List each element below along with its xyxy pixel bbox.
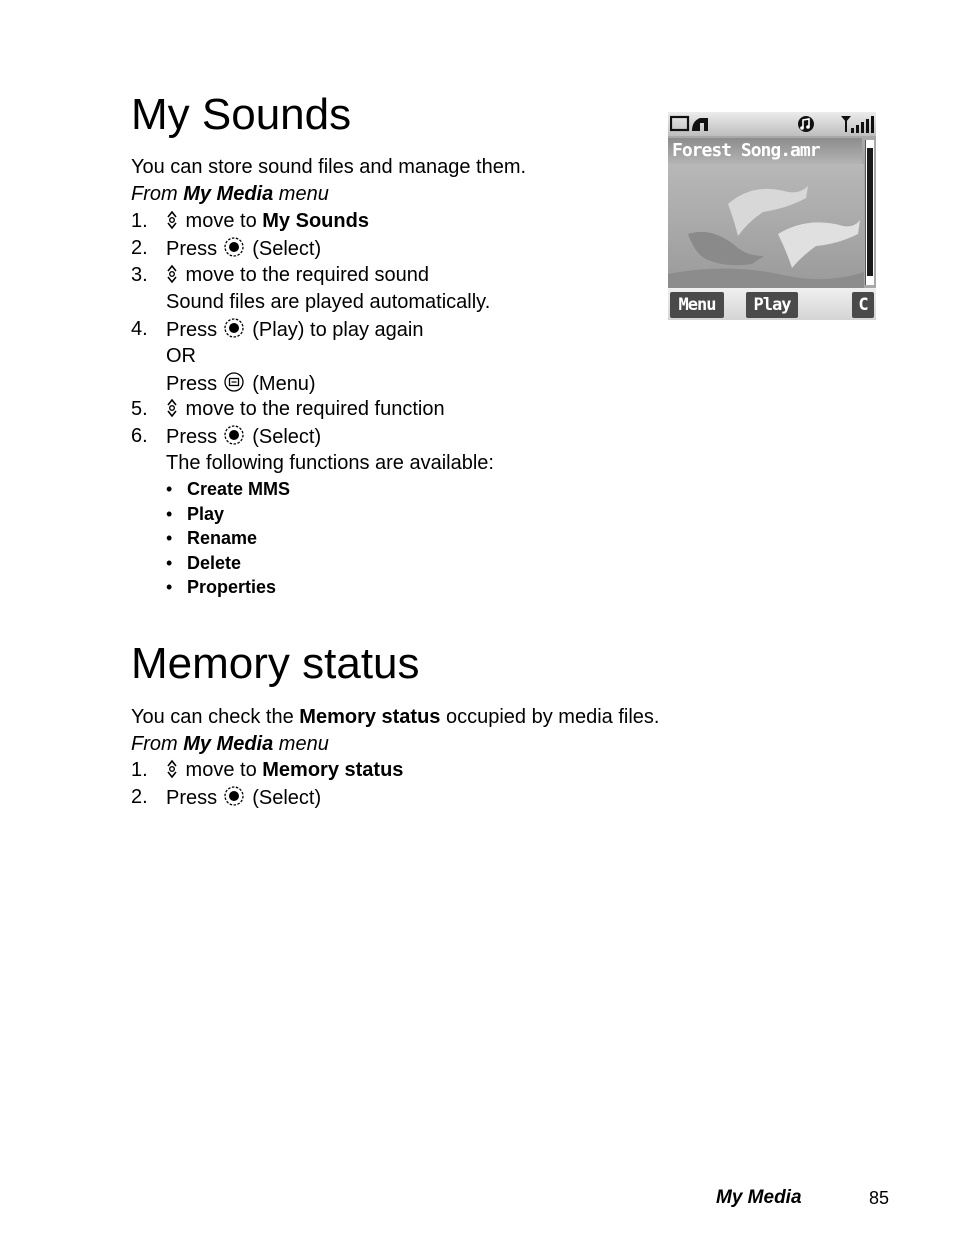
menu-key-icon [223, 371, 245, 393]
nav-updown-icon [166, 759, 178, 779]
footer-page-number: 85 [869, 1188, 890, 1208]
select-center-icon [223, 236, 245, 258]
phone-scrollbar [865, 140, 874, 285]
music-note-icon [690, 115, 712, 133]
page-title-memory-status: Memory status [131, 639, 420, 688]
sound-file-name: Forest Song.amr [672, 140, 820, 161]
list-item: • Rename [166, 528, 258, 548]
from-menu-line: From My Media menu [131, 183, 329, 205]
step-3-note: Sound files are played automatically. [166, 291, 491, 313]
functions-intro: The following functions are available: [166, 452, 494, 474]
list-item: • Delete [166, 553, 242, 573]
select-center-icon [223, 424, 245, 446]
softkey-menu: Menu [670, 292, 724, 318]
footer-section-name: My Media [716, 1187, 802, 1208]
dolphins-image [668, 164, 864, 288]
list-item: • Play [166, 504, 225, 524]
select-center-icon [223, 317, 245, 339]
step-4-alt: Press (Menu) [166, 373, 316, 395]
nav-updown-icon [166, 264, 178, 284]
phone-status-bar [668, 112, 876, 136]
nav-updown-icon [166, 398, 178, 418]
message-icon [670, 115, 690, 133]
list-item: • Properties [166, 577, 277, 597]
softkey-play: Play [746, 292, 798, 318]
step-4-or: OR [166, 345, 196, 367]
intro-text: You can store sound files and manage them. [131, 156, 527, 178]
phone-screenshot [668, 112, 876, 320]
from-menu-line-2: From My Media menu [131, 733, 329, 755]
page-title-my-sounds: My Sounds [131, 90, 352, 139]
select-center-icon [223, 785, 245, 807]
memory-intro: You can check the Memory status occupied by media files. [131, 706, 660, 728]
signal-strength-icon [840, 114, 876, 134]
list-item: • Create MMS [166, 479, 291, 499]
softkey-clear: C [852, 292, 874, 318]
nav-updown-icon [166, 210, 178, 230]
ringtone-icon [792, 115, 820, 133]
